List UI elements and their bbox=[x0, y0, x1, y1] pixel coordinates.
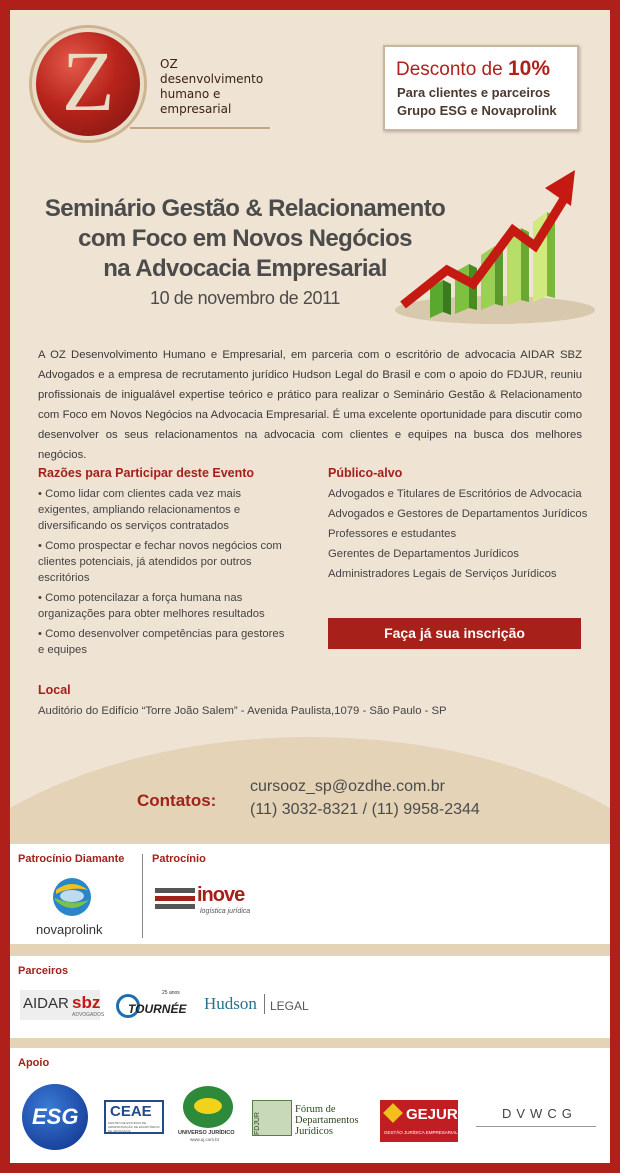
ceae-logo-text: CEAE bbox=[110, 1103, 152, 1120]
esg-logo bbox=[22, 1084, 88, 1150]
contact-email[interactable]: cursooz_sp@ozdhe.com.br bbox=[250, 778, 445, 795]
hudson-logo-text: Hudson bbox=[204, 994, 257, 1013]
title-line-3: na Advocacia Empresarial bbox=[103, 255, 387, 282]
aidar-logo bbox=[20, 990, 105, 1020]
forum-line-1: Fórum de bbox=[295, 1104, 336, 1115]
logo-oz: OZ bbox=[160, 57, 178, 71]
support-heading: Apoio bbox=[18, 1057, 50, 1069]
gejur-logo-text: GEJUR bbox=[406, 1106, 458, 1123]
local-address: Auditório do Edifício “Torre João Salem” - Avenida Paulista,1079 - São Paulo - SP bbox=[38, 705, 447, 717]
audience-item: Professores e estudantes bbox=[328, 528, 457, 540]
hudson-legal-text: LEGAL bbox=[270, 999, 309, 1013]
uj-logo bbox=[180, 1086, 236, 1142]
dvwcg-logo-text: DVWCG bbox=[502, 1106, 577, 1121]
fdjur-logo bbox=[252, 1100, 292, 1136]
sponsor-divider bbox=[142, 854, 143, 938]
discount-line-1: Para clientes e parceiros bbox=[397, 85, 551, 100]
partners-panel bbox=[10, 956, 610, 1038]
sponsors-panel bbox=[10, 844, 610, 944]
discount-value: 10% bbox=[507, 57, 550, 80]
reasons-item: • Como lidar com clientes cada vez mais exigentes, ampliando relacionamentos e diversificando os serviços contratados bbox=[38, 488, 241, 532]
inove-logo-sub: logística jurídica bbox=[200, 908, 251, 915]
tournee-logo-text: TOURNÉE bbox=[128, 1002, 187, 1016]
forum-line-2: Departamentos bbox=[295, 1115, 359, 1126]
inove-logo-text: inove bbox=[197, 884, 245, 906]
hudson-logo-divider bbox=[264, 994, 265, 1014]
esg-logo-text: ESG bbox=[32, 1104, 79, 1129]
dvwcg-logo-rule bbox=[476, 1126, 596, 1127]
audience-item: Gerentes de Departamentos Jurídicos bbox=[328, 548, 519, 560]
title-line-2: com Foco em Novos Negócios bbox=[78, 225, 412, 252]
gejur-logo-mark bbox=[383, 1103, 403, 1123]
title-line-1: Seminário Gestão & Relacionamento bbox=[44, 195, 446, 222]
support-panel bbox=[10, 1048, 610, 1163]
uj-logo-text: UNIVERSO JURÍDICO bbox=[178, 1130, 235, 1136]
intro-paragraph: A OZ Desenvolvimento Humano e Empresarial, em parceria com o escritório de advocacia AIDAR SBZ Advogados e a empresa de recrutamento jurídico Hudson Legal do Brasil e com o apoio do FDJUR, reuniu profissionais de inigualável expertise teórico e prático para realizar o Seminário Gestão & Relacionamento com Foco em Novos Negócios na Advocacia Empresarial. É uma excelente oportunidade para discutir como desenvolver os seus relacionamentos na advocacia com clientes e equipes na busca dos melhores negócios. bbox=[38, 349, 582, 461]
inove-logo-mark bbox=[155, 888, 195, 912]
gejur-logo bbox=[380, 1100, 458, 1142]
newsletter bbox=[10, 10, 610, 1163]
uj-logo-center bbox=[194, 1098, 222, 1114]
audience-item: Administradores Legais de Serviços Jurídicos bbox=[328, 568, 557, 580]
sbz-logo-text: sbz bbox=[72, 993, 101, 1012]
contact-phones: (11) 3032-8321 / (11) 9958-2344 bbox=[250, 801, 480, 818]
logo-underline bbox=[130, 127, 270, 129]
gejur-logo-sub: GESTÃO JURÍDICA EMPRESARIAL bbox=[384, 1130, 458, 1135]
discount-prefix: Desconto de bbox=[396, 59, 508, 80]
oz-logo-mark: Z bbox=[62, 33, 115, 129]
ceae-logo-sub: CENTRO DE ESTUDOS DE ADMINISTRAÇÃO DE ESCRITÓRIOS DE ADVOCACIA bbox=[108, 1121, 160, 1133]
logo-humano: humano e bbox=[160, 87, 221, 101]
discount-heading bbox=[396, 57, 550, 81]
diamond-sponsor-heading: Patrocínio Diamante bbox=[18, 853, 125, 865]
reasons-item: • Como potencilazar a força humana nas organizações para obter melhores resultados bbox=[38, 592, 265, 620]
fdjur-logo-text: FDJUR bbox=[254, 1112, 261, 1135]
forum-line-3: Jurídicos bbox=[295, 1126, 333, 1137]
logo-desenvolvimento: desenvolvimento bbox=[160, 72, 264, 86]
novaprolink-logo-icon bbox=[50, 876, 94, 918]
contacts-label: Contatos: bbox=[137, 791, 217, 810]
discount-box bbox=[383, 45, 579, 131]
partners-heading: Parceiros bbox=[18, 965, 69, 977]
aidar-logo-text: AIDAR bbox=[23, 995, 69, 1012]
sponsor-heading: Patrocínio bbox=[152, 853, 206, 865]
reasons-item: • Como desenvolver competências para gestores e equipes bbox=[38, 628, 285, 656]
uj-logo-sub: www.uj.com.br bbox=[190, 1137, 220, 1142]
local-heading: Local bbox=[38, 683, 71, 697]
tournee-logo-sup: 25 anos bbox=[162, 990, 180, 996]
discount-line-2: Grupo ESG e Novaprolink bbox=[397, 103, 557, 118]
audience-heading: Público-alvo bbox=[328, 466, 403, 480]
tournee-logo bbox=[114, 990, 190, 1022]
register-button[interactable]: Faça já sua inscrição bbox=[328, 618, 581, 649]
reasons-item: • Como prospectar e fechar novos negócios com clientes potenciais, já atendidos por outros escritórios bbox=[38, 540, 282, 584]
aidar-logo-sub: ADVOGADOS bbox=[72, 1012, 105, 1018]
ceae-logo bbox=[104, 1100, 164, 1134]
logo-empresarial: empresarial bbox=[160, 102, 232, 116]
event-date: 10 de novembro de 2011 bbox=[149, 288, 341, 308]
reasons-heading: Razões para Participar deste Evento bbox=[38, 466, 255, 480]
audience-item: Advogados e Gestores de Departamentos Jurídicos bbox=[328, 508, 588, 520]
forum-logo-text bbox=[295, 1104, 359, 1137]
novaprolink-logo-text: novaprolink bbox=[36, 922, 103, 937]
audience-item: Advogados e Titulares de Escritórios de Advocacia bbox=[328, 488, 582, 500]
